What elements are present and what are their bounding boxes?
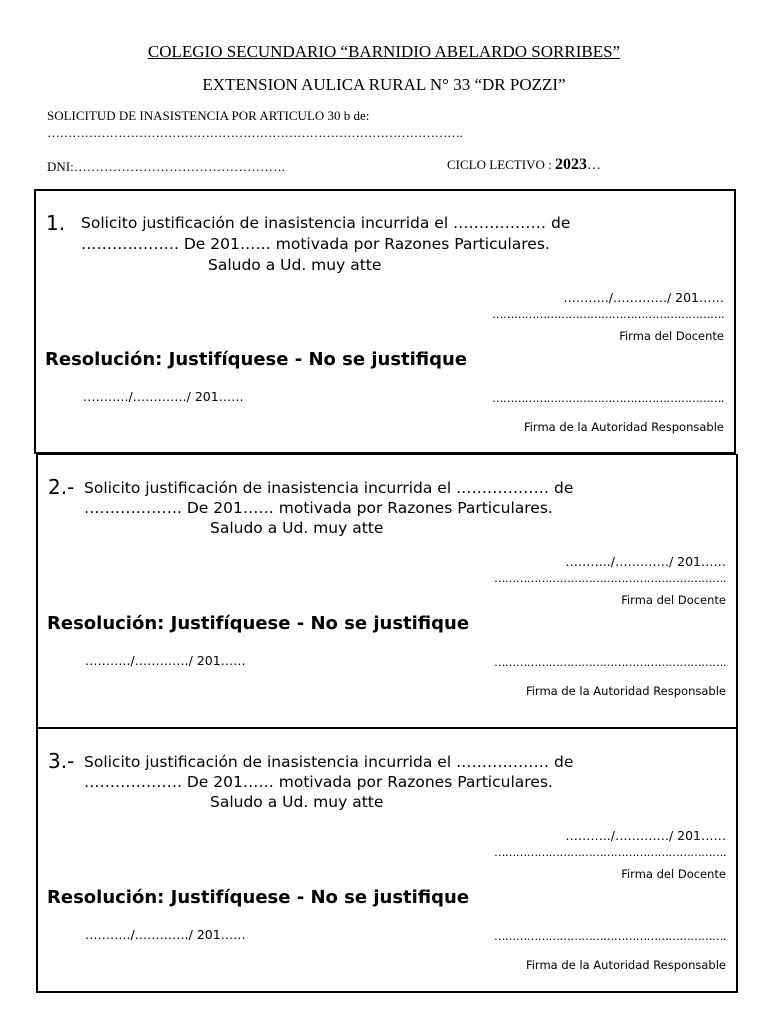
request-box-1 xyxy=(34,189,736,454)
authority-date-field[interactable]: ………../…………./ 201…… xyxy=(85,927,246,942)
ciclo-year: 2023 xyxy=(554,156,587,173)
request-line-2: ………………. De 201…… motivada por Razones Particulares. xyxy=(84,773,553,791)
ciclo-lectivo xyxy=(447,156,601,174)
resolution-label: Resolución: Justifíquese - No se justifique xyxy=(47,887,470,908)
authority-signature-line[interactable]: ………………………………………………………. xyxy=(492,391,724,405)
docente-date-field[interactable]: ………../…………./ 201…… xyxy=(563,290,724,305)
docente-signature-caption: Firma del Docente xyxy=(621,593,726,607)
solicitud-name-field[interactable]: ………………………………………………………………………………………. xyxy=(47,125,463,140)
school-title: COLEGIO SECUNDARIO “BARNIDIO ABELARDO SORRIBES” xyxy=(147,42,621,61)
request-box-3 xyxy=(36,727,738,993)
authority-signature-caption: Firma de la Autoridad Responsable xyxy=(525,958,726,972)
request-greeting: Saludo a Ud. muy atte xyxy=(208,256,382,274)
authority-signature-caption: Firma de la Autoridad Responsable xyxy=(523,420,724,434)
request-number: 2.- xyxy=(48,475,75,499)
authority-signature-line[interactable]: ………………………………………………………. xyxy=(494,655,726,669)
resolution-label: Resolución: Justifíquese - No se justifique xyxy=(47,613,470,634)
dni-field[interactable]: DNI:…………………………………………. xyxy=(47,159,285,174)
authority-signature-line[interactable]: ………………………………………………………. xyxy=(494,929,726,943)
docente-date-field[interactable]: ………../…………./ 201…… xyxy=(565,828,726,843)
docente-signature-line[interactable]: ………………………………………………………. xyxy=(494,571,726,585)
solicitud-label: SOLICITUD DE INASISTENCIA POR ARTICULO 30 b de: xyxy=(47,108,370,123)
request-line-1: Solicito justificación de inasistencia incurrida el ……………… de xyxy=(81,214,571,232)
request-box-2 xyxy=(36,454,738,729)
docente-signature-caption: Firma del Docente xyxy=(619,329,724,343)
request-line-2: ………………. De 201…… motivada por Razones Particulares. xyxy=(81,235,550,253)
request-greeting: Saludo a Ud. muy atte xyxy=(210,519,384,537)
request-greeting: Saludo a Ud. muy atte xyxy=(210,793,384,811)
ciclo-dots: … xyxy=(586,158,601,173)
extension-title: EXTENSION AULICA RURAL N° 33 “DR POZZI” xyxy=(202,75,566,94)
request-line-1: Solicito justificación de inasistencia incurrida el ……………… de xyxy=(84,479,574,497)
docente-signature-line[interactable]: ………………………………………………………. xyxy=(492,307,724,321)
resolution-label: Resolución: Justifíquese - No se justifique xyxy=(45,349,468,370)
authority-signature-caption: Firma de la Autoridad Responsable xyxy=(525,684,726,698)
request-line-1: Solicito justificación de inasistencia incurrida el ……………… de xyxy=(84,753,574,771)
docente-signature-line[interactable]: ………………………………………………………. xyxy=(494,845,726,859)
request-number: 1. xyxy=(46,211,66,235)
authority-date-field[interactable]: ………../…………./ 201…… xyxy=(83,389,244,404)
request-line-2: ………………. De 201…… motivada por Razones Particulares. xyxy=(84,499,553,517)
request-number: 3.- xyxy=(48,749,75,773)
docente-date-field[interactable]: ………../…………./ 201…… xyxy=(565,554,726,569)
authority-date-field[interactable]: ………../…………./ 201…… xyxy=(85,653,246,668)
docente-signature-caption: Firma del Docente xyxy=(621,867,726,881)
ciclo-label: CICLO LECTIVO : xyxy=(447,157,552,172)
